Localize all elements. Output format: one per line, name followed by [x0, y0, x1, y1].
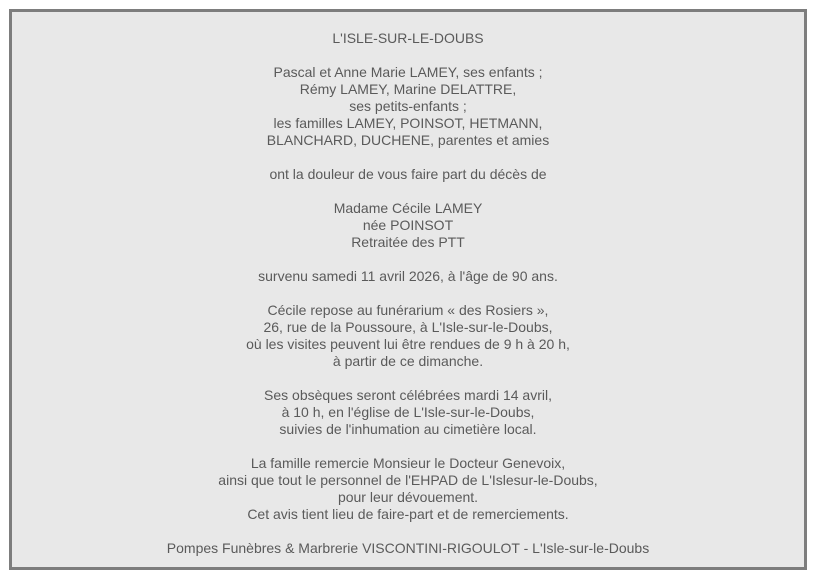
obituary-notice [12, 30, 804, 557]
thanks-line: pour leur dévouement. [337, 489, 479, 505]
undertaker-line: Pompes Funèbres & Marbrerie VISCONTINI-RIGOULOT - L'Isle-sur-le-Doubs [166, 540, 650, 556]
thanks-line: Cet avis tient lieu de faire-part et de remerciements. [247, 506, 569, 522]
thanks-line: ainsi que tout le personnel de l'EHPAD de L'Islesur-le-Doubs, [218, 472, 598, 488]
deceased-maiden-name: née POINSOT [362, 217, 454, 233]
family-line: les familles LAMEY, POINSOT, HETMANN, [273, 115, 543, 131]
family-line: Rémy LAMEY, Marine DELATTRE, [299, 81, 517, 97]
family-line: Pascal et Anne Marie LAMEY, ses enfants ; [273, 64, 543, 80]
undertaker-block [12, 540, 804, 557]
town-name: L'ISLE-SUR-LE-DOUBS [332, 30, 484, 46]
thanks-block [12, 455, 804, 523]
death-date-line: survenu samedi 11 avril 2026, à l'âge de 90 ans. [258, 268, 558, 284]
funeral-line: à 10 h, en l'église de L'Isle-sur-le-Doubs, [281, 404, 535, 420]
visitation-line: à partir de ce dimanche. [332, 353, 484, 369]
deceased-occupation: Retraitée des PTT [351, 234, 465, 250]
funeral-line: Ses obsèques seront célébrées mardi 14 avril, [264, 387, 552, 403]
death-block [12, 268, 804, 285]
announcement-line: ont la douleur de vous faire part du décès de [269, 166, 547, 182]
deceased-block [12, 200, 804, 251]
funeral-block [12, 387, 804, 438]
town-block [12, 30, 804, 47]
deceased-name: Madame Cécile LAMEY [333, 200, 483, 216]
thanks-line: La famille remercie Monsieur le Docteur Genevoix, [250, 455, 566, 471]
visitation-line: Cécile repose au funérarium « des Rosiers », [267, 302, 549, 318]
visitation-line: 26, rue de la Poussoure, à L'Isle-sur-le-Doubs, [263, 319, 553, 335]
family-line: BLANCHARD, DUCHENE, parentes et amies [266, 132, 550, 148]
notice-frame [9, 9, 807, 570]
family-block [12, 64, 804, 149]
family-line: ses petits-enfants ; [349, 98, 467, 114]
visitation-block [12, 302, 804, 370]
funeral-line: suivies de l'inhumation au cimetière local. [279, 421, 537, 437]
announcement-block [12, 166, 804, 183]
visitation-line: où les visites peuvent lui être rendues de 9 h à 20 h, [246, 336, 570, 352]
